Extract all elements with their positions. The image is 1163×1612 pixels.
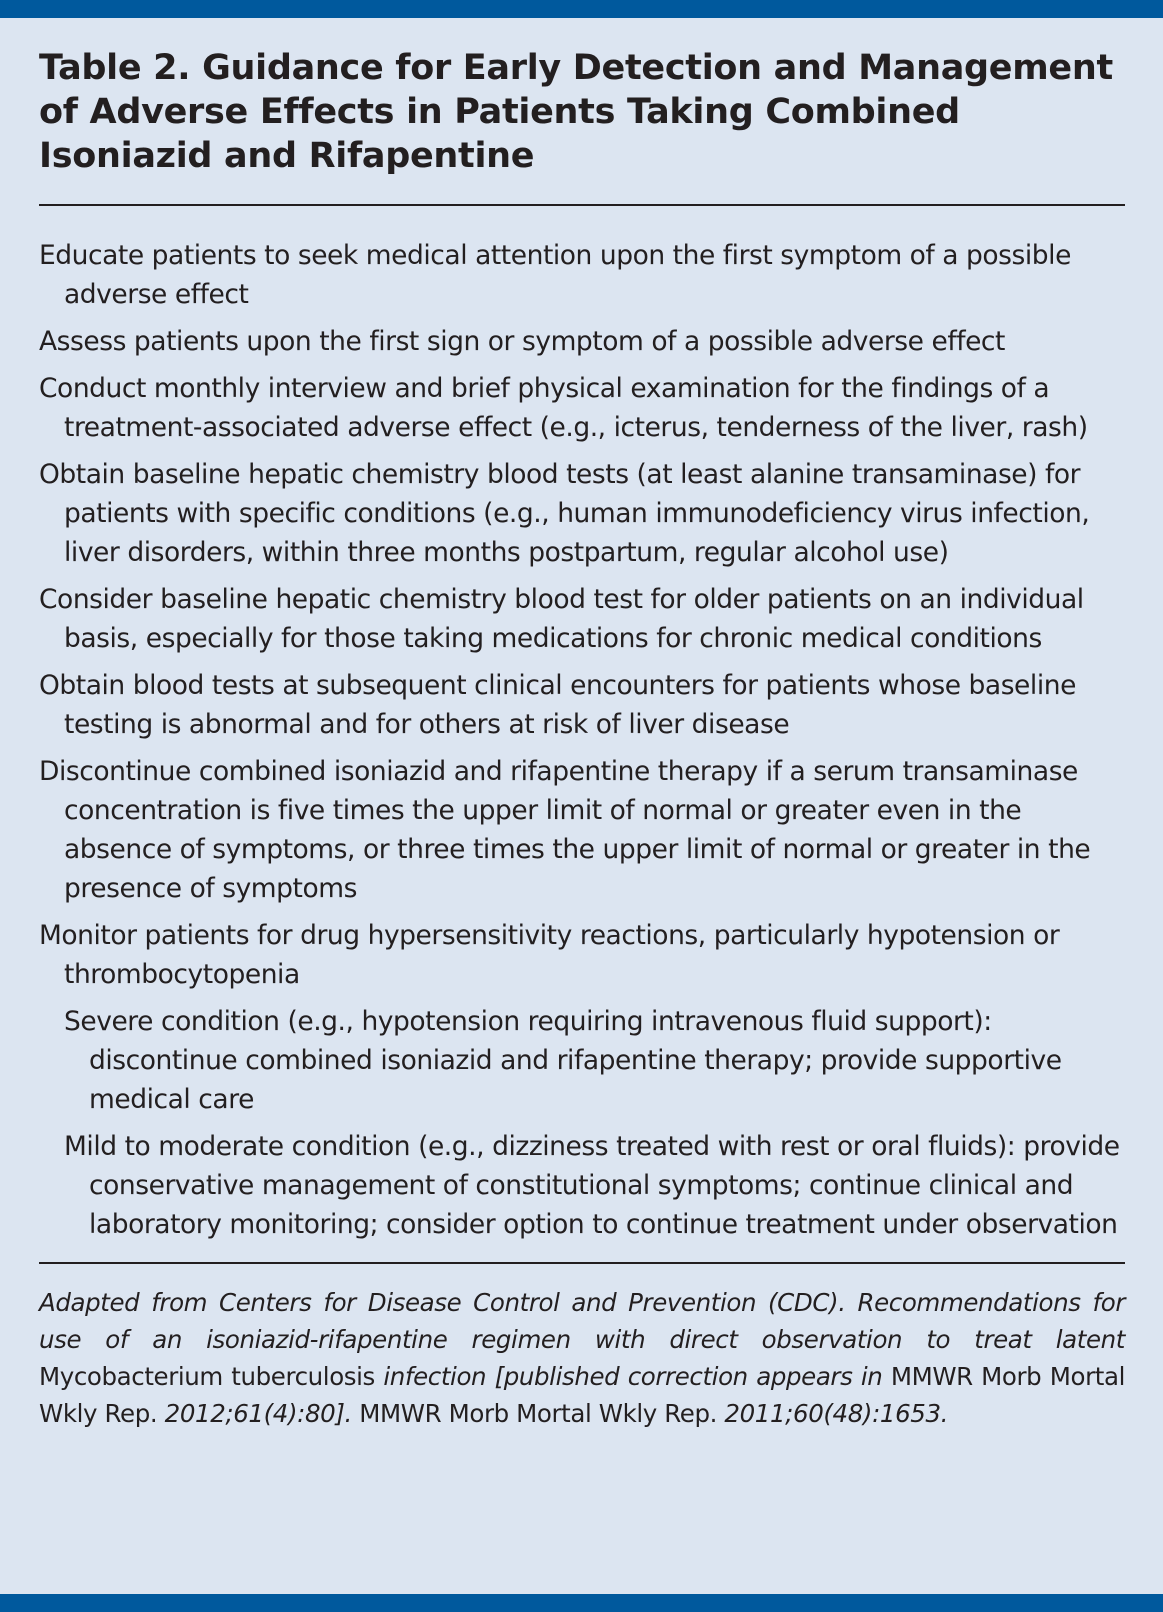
- list-item: Monitor patients for drug hypersensitivity reactions, particularly hypotension or thrombocytopenia: [39, 920, 1060, 990]
- list-item: Discontinue combined isoniazid and rifapentine therapy if a serum transaminase concentration is five times the upper limit of normal or greater even in the absence of symptoms, or three times the upper limit of normal or greater in the presence of symptoms: [39, 756, 1091, 904]
- sub-list-item: Mild to moderate condition (e.g., dizziness treated with rest or oral fluids): provide conservative management of constitutional symptoms; continue clinical and laboratory monitoring; consider option to continue treatment under observation: [64, 1131, 1120, 1240]
- footnote-segment: Adapted from Centers for Disease Control and Prevention (CDC). Recommendations for use of an isoniazid-rifapentine regimen with direct observation to treat latent: [39, 1288, 1125, 1354]
- footnote-segment: Mycobacterium tuberculosis: [39, 1362, 384, 1391]
- list-item: Obtain blood tests at subsequent clinical encounters for patients whose baseline testing is abnormal and for others at risk of liver disease: [39, 670, 1076, 740]
- footnote-segment: infection [published correction appears in: [383, 1362, 891, 1391]
- footnote-segment: MMWR Morb Mortal Wkly Rep.: [359, 1399, 725, 1428]
- table-title: Table 2. Guidance for Early Detection and Management of Adverse Effects in Patients Taking Combined Isoniazid and Rifapentine: [39, 48, 1113, 176]
- list-item: Educate patients to seek medical attention upon the first symptom of a possible adverse effect: [39, 240, 1071, 310]
- sub-list-item: Severe condition (e.g., hypotension requiring intravenous fluid support): discontinue combined isoniazid and rifapentine therapy; provide supportive medical care: [64, 1006, 1062, 1115]
- footnote-segment: 2011;60(48):1653.: [724, 1399, 949, 1428]
- list-item: Assess patients upon the first sign or symptom of a possible adverse effect: [39, 326, 1005, 357]
- footnote-divider: [39, 1262, 1125, 1264]
- title-divider: [39, 204, 1125, 206]
- bottom-accent-bar: [0, 1594, 1163, 1612]
- top-accent-bar: [0, 0, 1163, 18]
- footnote-segment: 2012;61(4):80].: [164, 1399, 360, 1428]
- source-footnote: [39, 1284, 1125, 1432]
- footnote-segment: MMWR Morb Mortal Wkly Rep.: [39, 1362, 1125, 1428]
- guidance-list: [39, 236, 1125, 1244]
- list-item: Consider baseline hepatic chemistry blood test for older patients on an individual basis, especially for those taking medications for chronic medical conditions: [39, 584, 1084, 654]
- list-item: Obtain baseline hepatic chemistry blood tests (at least alanine transaminase) for patients with specific conditions (e.g., human immunodeficiency virus infection, liver disorders, within three months postpartum, regular alcohol use): [39, 459, 1090, 568]
- list-item: Conduct monthly interview and brief physical examination for the findings of a treatment-associated adverse effect (e.g., icterus, tenderness of the liver, rash): [39, 373, 1088, 443]
- table-panel: [39, 46, 1125, 1432]
